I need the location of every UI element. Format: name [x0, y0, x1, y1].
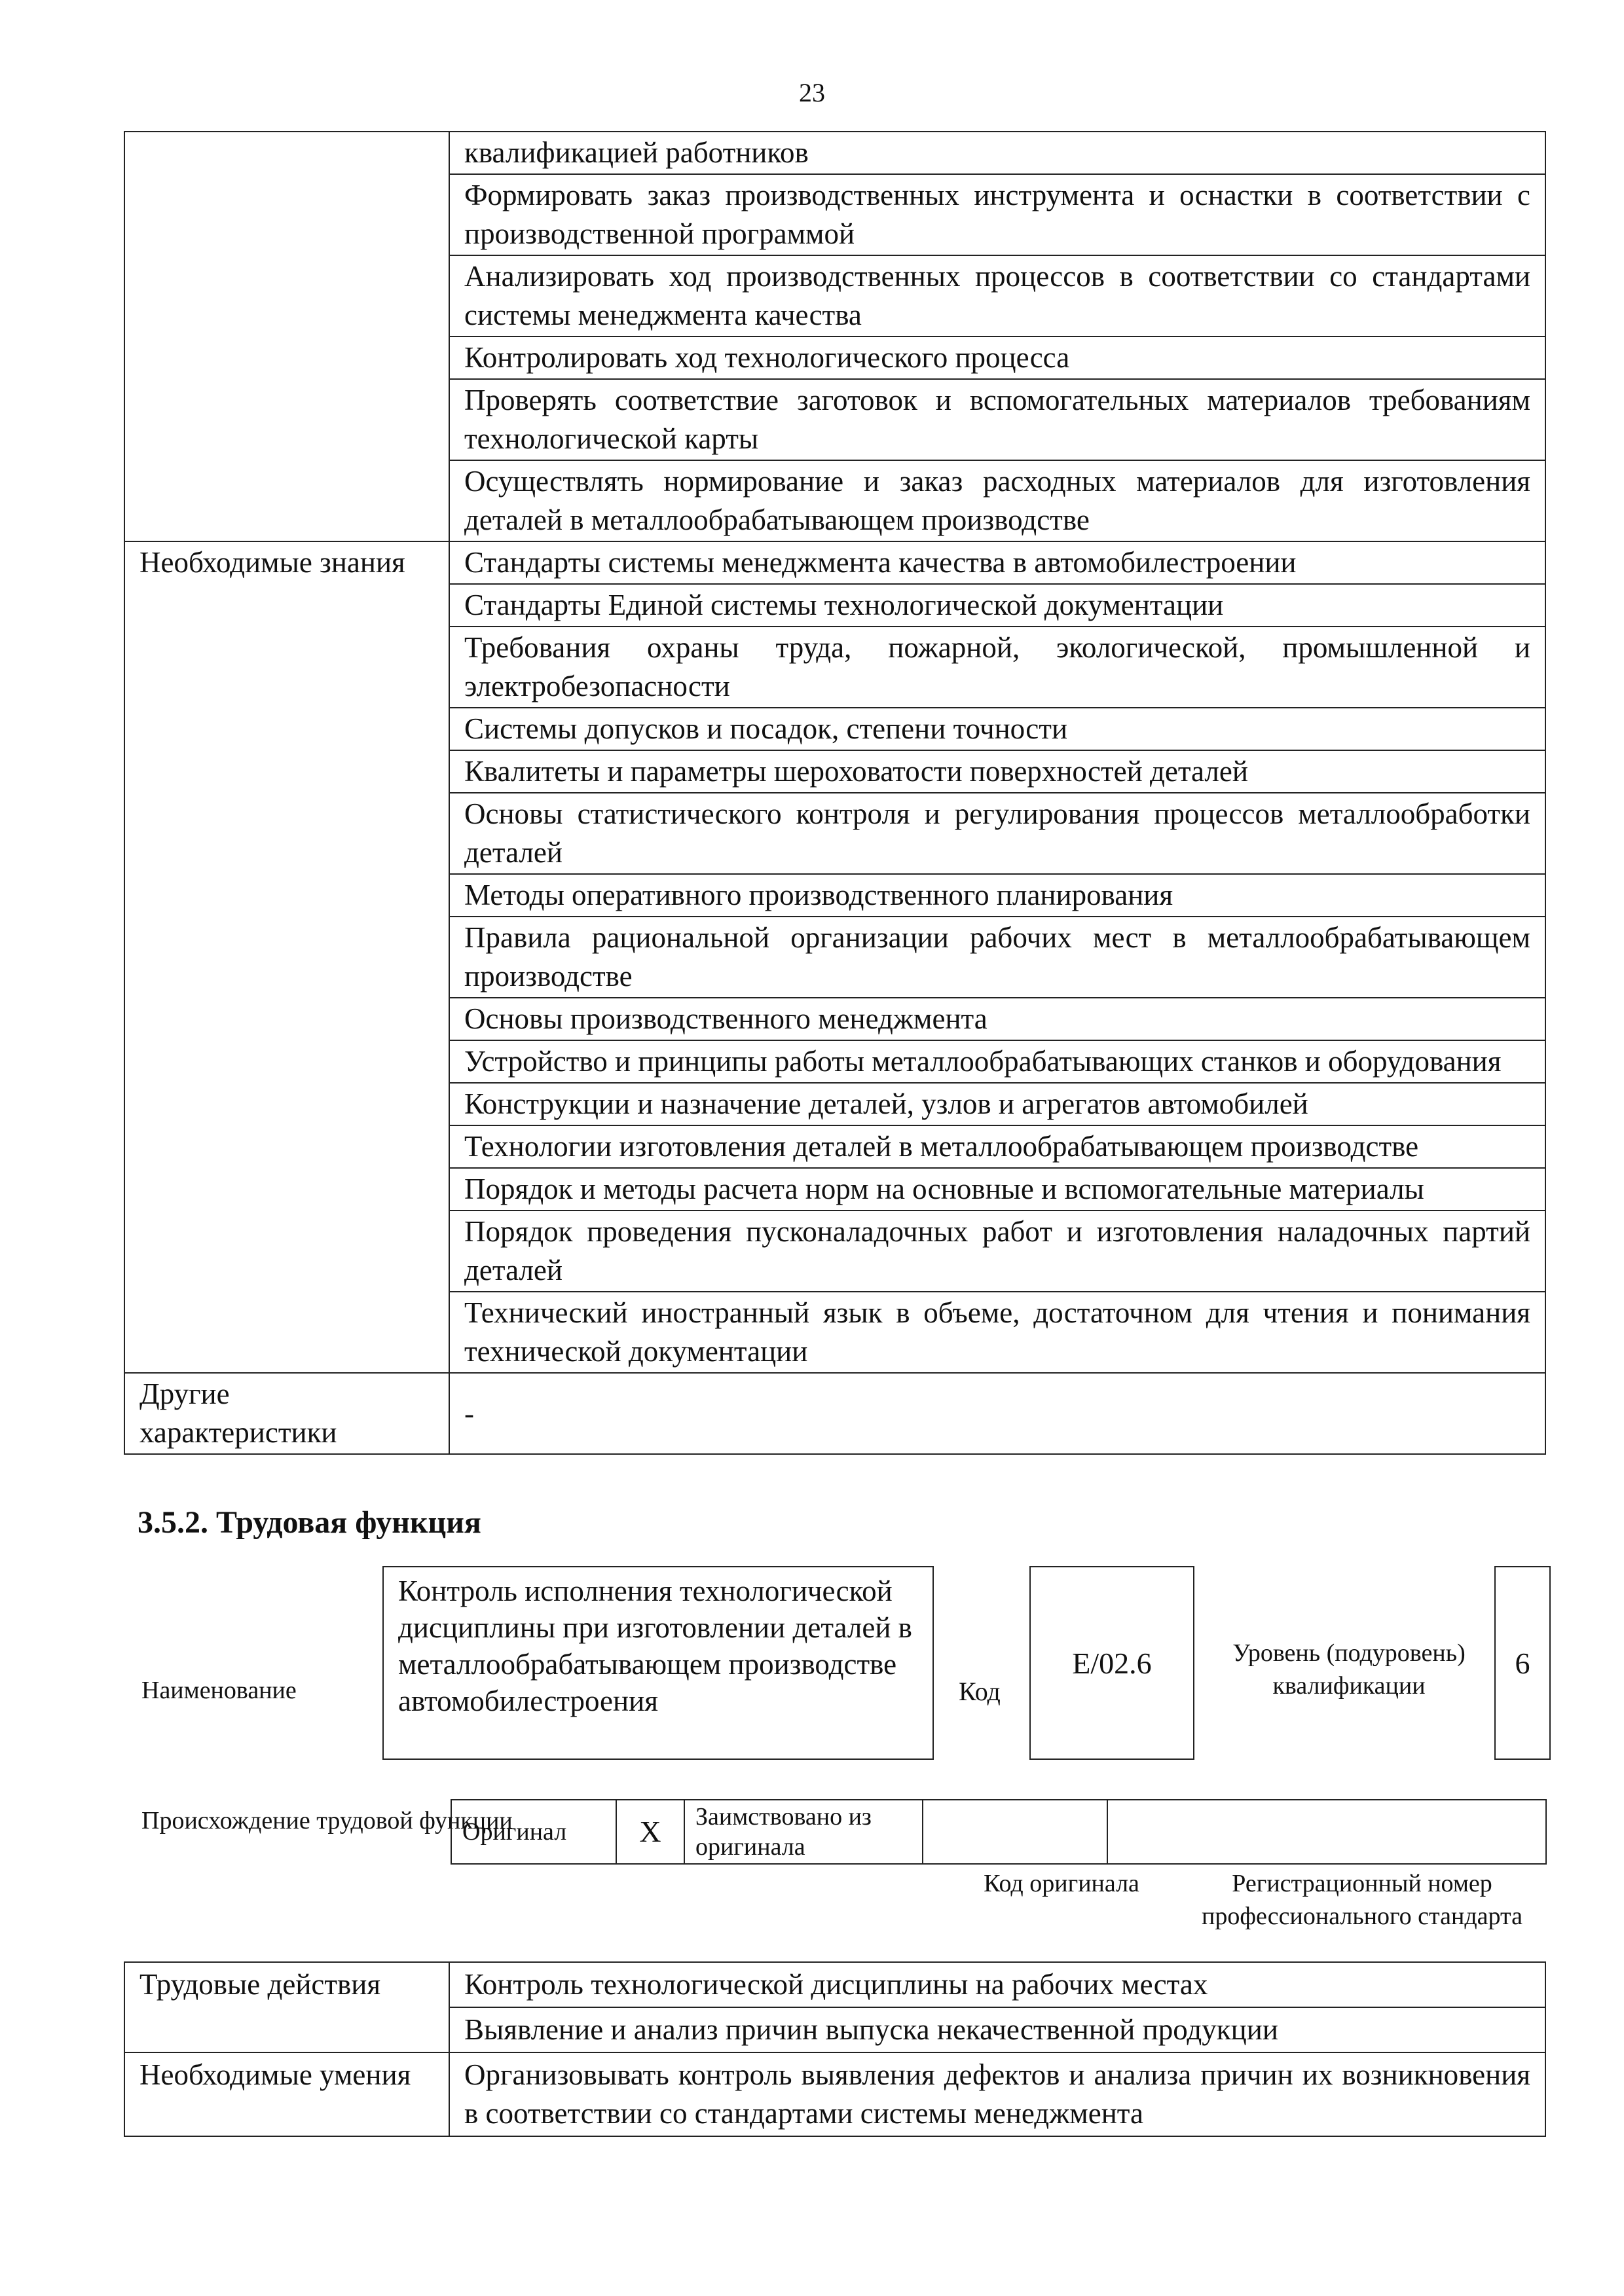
- knowledge-item: Стандарты Единой системы технологической документации: [449, 584, 1545, 627]
- qualification-level-value: 6: [1494, 1566, 1551, 1760]
- origin-table: [451, 1799, 1547, 1865]
- origin-original-label: Оригинал: [451, 1800, 616, 1864]
- labor-actions-label: Трудовые действия: [124, 1962, 449, 2052]
- origin-registration-cell: [1107, 1800, 1546, 1864]
- skill-item: квалификацией работников: [449, 132, 1545, 174]
- skill-item: Проверять соответствие заготовок и вспомогательных материалов требованиям технологической карты: [449, 379, 1545, 460]
- origin-code-caption: Код оригинала: [984, 1870, 1139, 1897]
- skills-label-continued: [124, 132, 449, 541]
- knowledge-item: Технический иностранный язык в объеме, достаточном для чтения и понимания технической документации: [449, 1292, 1545, 1373]
- function-code-value: E/02.6: [1029, 1566, 1194, 1760]
- labor-action-item: Контроль технологической дисциплины на рабочих местах: [449, 1962, 1545, 2007]
- knowledge-item: Стандарты системы менеджмента качества в автомобилестроении: [449, 541, 1545, 584]
- origin-code-cell: [923, 1800, 1107, 1864]
- knowledge-item: Порядок и методы расчета норм на основные и вспомогательные материалы: [449, 1168, 1545, 1211]
- registration-number-caption: Регистрационный номер профессионального стандарта: [1202, 1870, 1522, 1930]
- knowledge-item: Конструкции и назначение деталей, узлов и агрегатов автомобилей: [449, 1083, 1545, 1125]
- function-name-value: Контроль исполнения технологической дисциплины при изготовлении деталей в металлообрабатывающем производстве автомобилестроения: [382, 1566, 934, 1760]
- skills-label: Необходимые умения: [124, 2052, 449, 2136]
- skill-item: Анализировать ход производственных процессов в соответствии со стандартами системы менеджмента качества: [449, 255, 1545, 337]
- knowledge-label: Необходимые знания: [124, 541, 449, 1373]
- labor-action-item: Выявление и анализ причин выпуска некачественной продукции: [449, 2007, 1545, 2052]
- knowledge-item: Основы производственного менеджмента: [449, 998, 1545, 1040]
- page-number: 23: [799, 78, 825, 107]
- origin-original-mark: X: [616, 1800, 684, 1864]
- knowledge-item: Правила рациональной организации рабочих мест в металлообрабатывающем производстве: [449, 917, 1545, 998]
- skill-item: Формировать заказ производственных инструмента и оснастки в соответствии с производственной программой: [449, 174, 1545, 255]
- skill-item: Осуществлять нормирование и заказ расходных материалов для изготовления деталей в металлообрабатывающем производстве: [449, 460, 1545, 541]
- knowledge-item: Порядок проведения пусконаладочных работ и изготовления наладочных партий деталей: [449, 1211, 1545, 1292]
- knowledge-item: Устройство и принципы работы металлообрабатывающих станков и оборудования: [449, 1040, 1545, 1083]
- knowledge-item: Квалитеты и параметры шероховатости поверхностей деталей: [449, 750, 1545, 793]
- function-details-table: [124, 1961, 1546, 2137]
- skill-item: Контролировать ход технологического процесса: [449, 337, 1545, 379]
- knowledge-item: Системы допусков и посадок, степени точности: [449, 708, 1545, 750]
- function-code-label: Код: [959, 1677, 1001, 1706]
- section-title: 3.5.2. Трудовая функция: [138, 1505, 481, 1540]
- knowledge-item: Основы статистического контроля и регулирования процессов металлообработки деталей: [449, 793, 1545, 874]
- knowledge-item: Требования охраны труда, пожарной, экологической, промышленной и электробезопасности: [449, 627, 1545, 708]
- function-name-label: Наименование: [141, 1677, 297, 1704]
- skill-item: Организовывать контроль выявления дефектов и анализа причин их возникновения в соответствии со стандартами системы менеджмента: [449, 2052, 1545, 2136]
- other-characteristics-label: Другие характеристики: [124, 1373, 449, 1454]
- knowledge-item: Технологии изготовления деталей в металлообрабатывающем производстве: [449, 1125, 1545, 1168]
- requirements-table-continued: [124, 131, 1546, 1455]
- function-origin-label: Происхождение трудовой функции: [141, 1807, 513, 1834]
- knowledge-item: Методы оперативного производственного планирования: [449, 874, 1545, 917]
- origin-borrowed-label: Заимствовано из оригинала: [684, 1800, 923, 1864]
- other-characteristics-value: -: [449, 1373, 1545, 1454]
- qualification-level-label: Уровень (подуровень) квалификации: [1232, 1639, 1466, 1700]
